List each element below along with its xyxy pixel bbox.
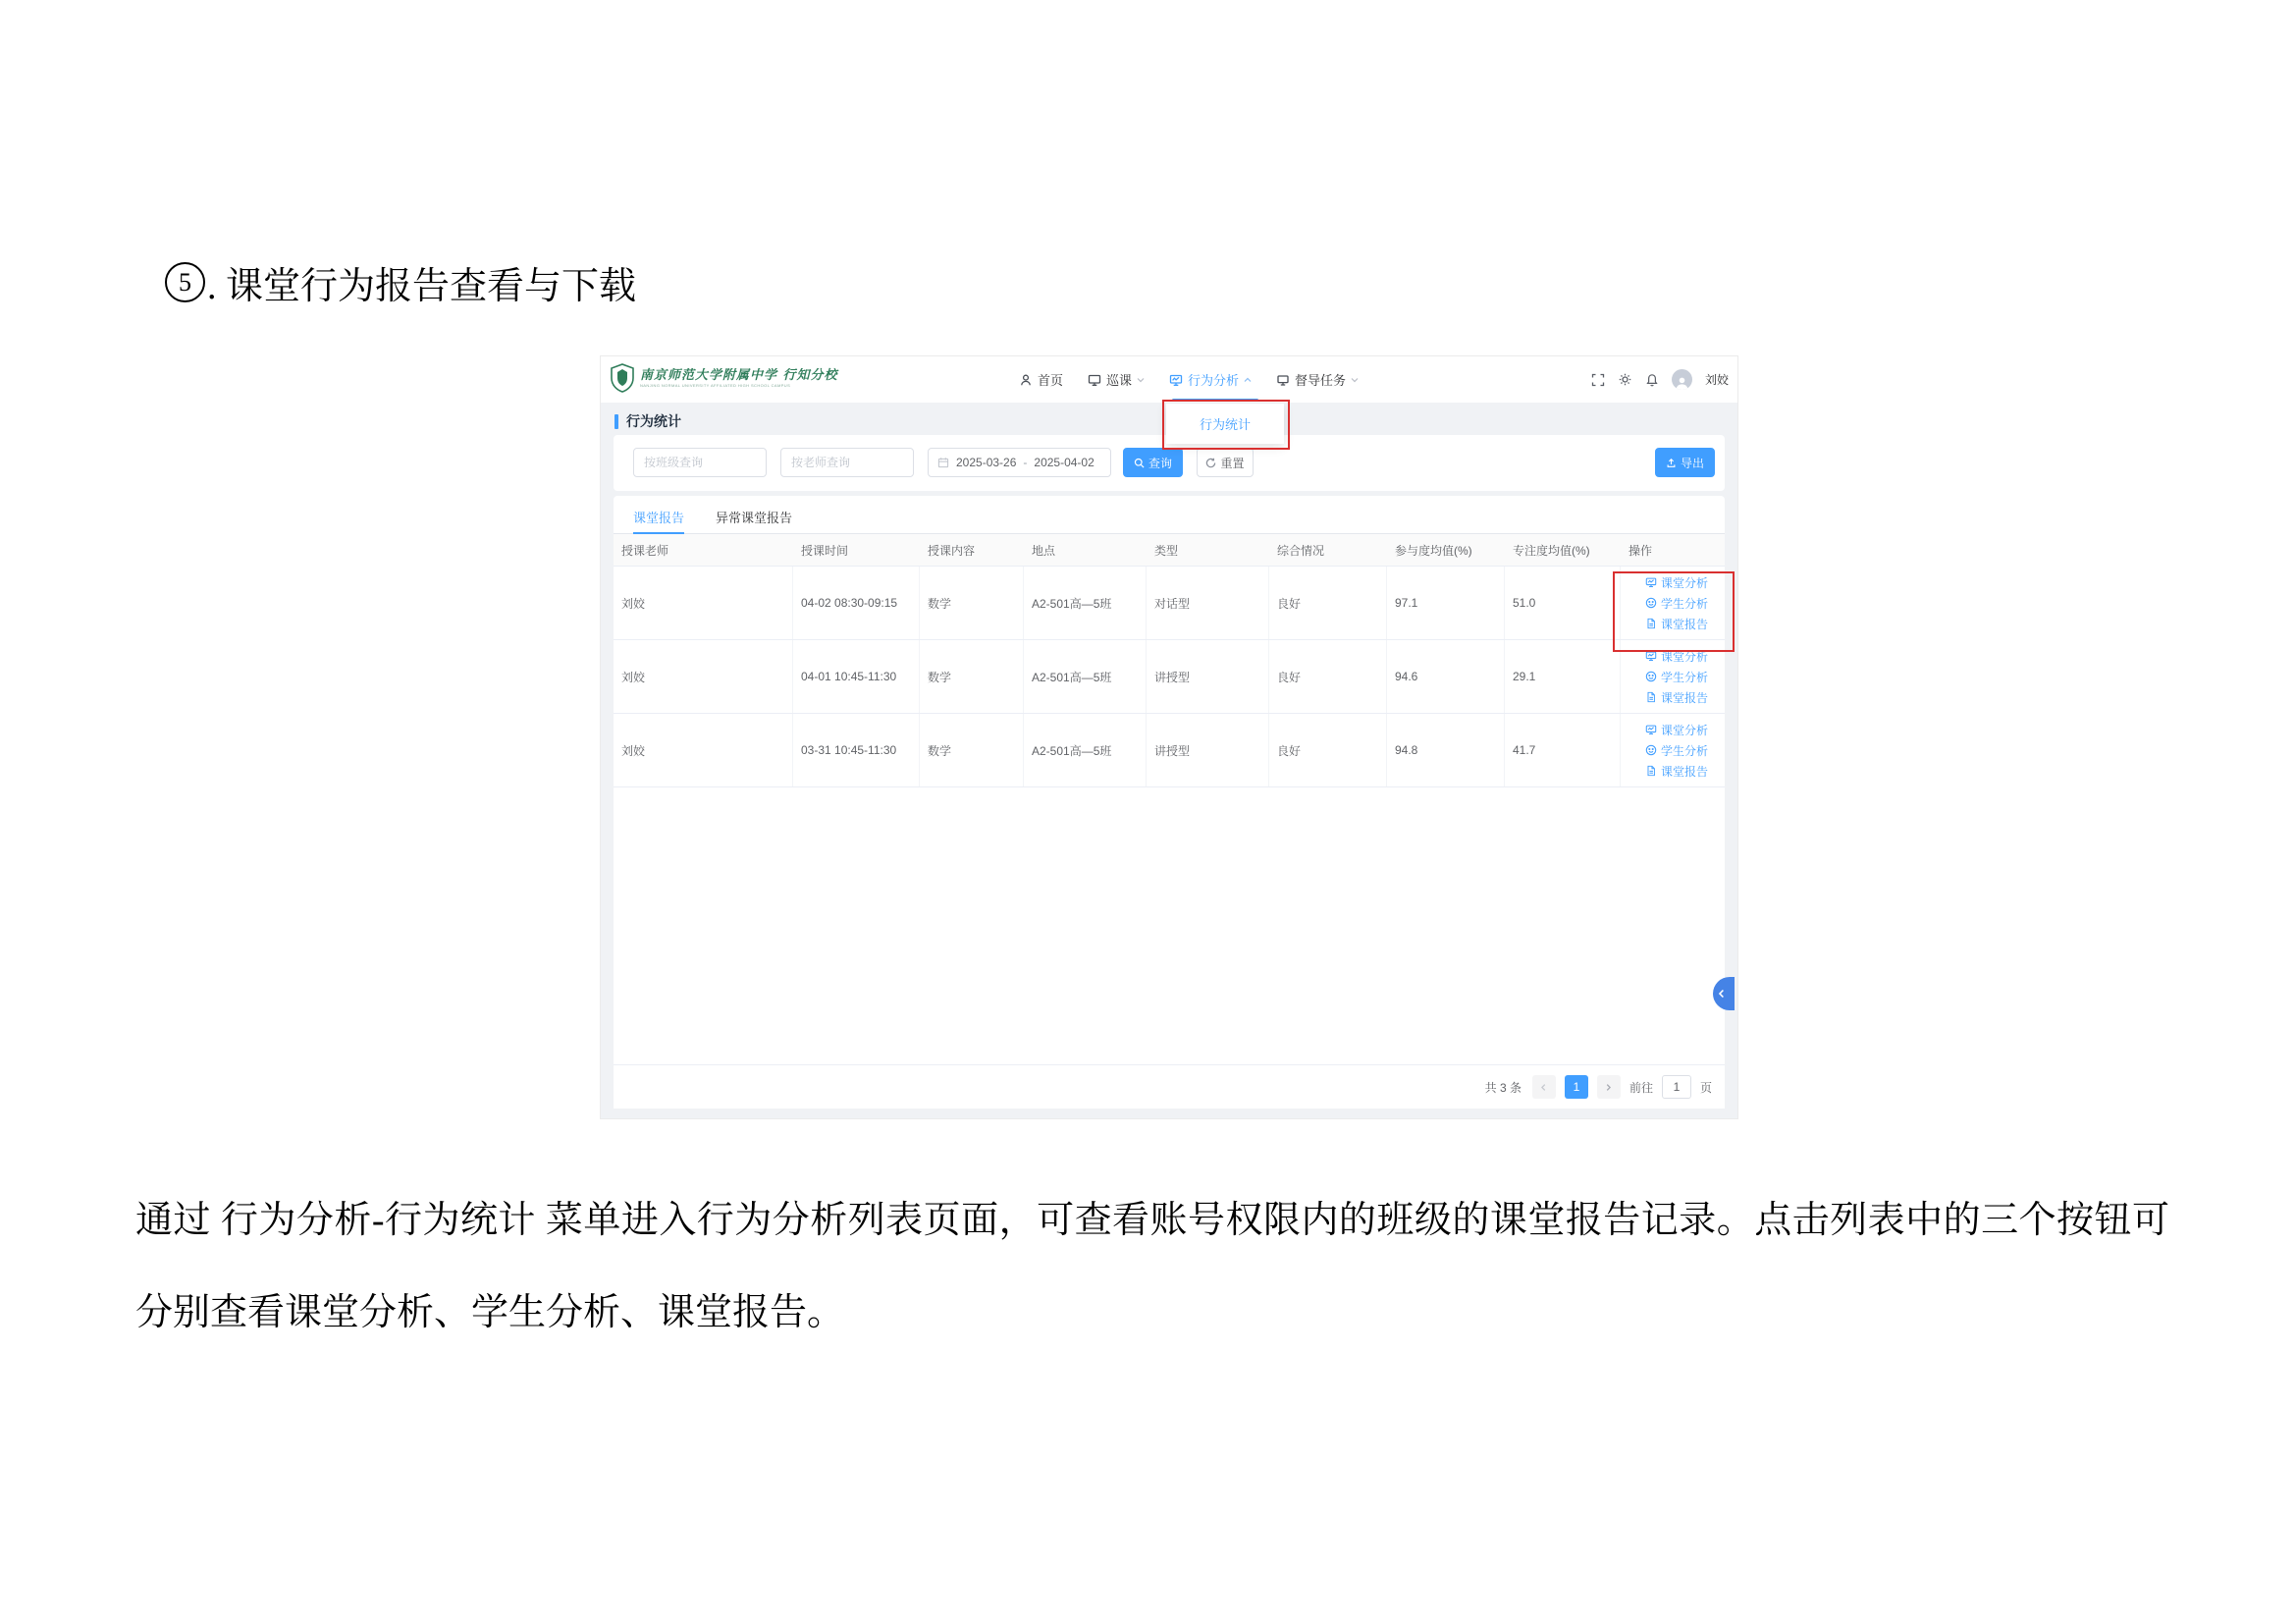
- date-end: 2025-04-02: [1034, 456, 1095, 469]
- col-overall: 综合情况: [1277, 543, 1325, 558]
- school-logo: [611, 363, 838, 393]
- school-name: 南京师范大学附属中学 行知分校: [640, 367, 838, 383]
- table-header-row: [614, 534, 1725, 567]
- student-analysis-link[interactable]: 学生分析: [1645, 595, 1708, 612]
- section-heading-text: . 课堂行为报告查看与下载: [207, 266, 637, 307]
- pagination-total: 共 3 条: [1484, 1080, 1522, 1095]
- col-location: 地点: [1032, 543, 1056, 558]
- current-page[interactable]: 1: [1565, 1075, 1588, 1099]
- nav-tour-label: 巡课: [1106, 373, 1133, 388]
- student-analysis-link[interactable]: 学生分析: [1645, 669, 1708, 685]
- section-heading: [165, 255, 636, 309]
- school-crest-icon: [611, 363, 634, 393]
- class-report-link[interactable]: 课堂报告: [1645, 689, 1708, 706]
- class-search-input[interactable]: [633, 448, 767, 477]
- student-analysis-link[interactable]: 学生分析: [1645, 742, 1708, 759]
- date-start: 2025-03-26: [956, 456, 1017, 469]
- body-paragraph: 通过 行为分析-行为统计 菜单进入行为分析列表页面，可查看账号权限内的班级的课堂报告记录。点击列表中的三个按钮可分别查看课堂分析、学生分析、课堂报告。: [135, 1200, 2169, 1333]
- user-avatar[interactable]: [1672, 369, 1692, 390]
- analysis-monitor-icon: [1169, 373, 1183, 387]
- class-report-icon: [1645, 765, 1657, 777]
- chevron-left-icon: [1539, 1083, 1548, 1092]
- search-icon: [1134, 458, 1145, 468]
- class-report-icon: [1645, 618, 1657, 629]
- student-analysis-icon: [1645, 671, 1657, 682]
- notification-bell-icon[interactable]: [1645, 373, 1659, 387]
- fullscreen-icon[interactable]: [1591, 373, 1605, 387]
- title-accent-bar: [614, 414, 618, 429]
- date-separator: -: [1023, 456, 1028, 469]
- table-row: 刘姣 04-01 10:45-11:30 数学 A2-501高—5班 讲授型 良好 94.6 29.1 课堂分析 学生分析 课堂报告: [614, 640, 1725, 714]
- nav-home-label: 首页: [1038, 373, 1064, 388]
- nav-item-home[interactable]: [1019, 370, 1063, 389]
- class-analysis-icon: [1645, 650, 1657, 662]
- export-button-label: 导出: [1680, 456, 1704, 470]
- class-report-link[interactable]: 课堂报告: [1645, 616, 1708, 632]
- student-analysis-icon: [1645, 597, 1657, 609]
- col-content: 授课内容: [928, 543, 976, 558]
- prev-page-button[interactable]: [1532, 1075, 1556, 1099]
- export-button[interactable]: [1655, 448, 1715, 477]
- page-title: [614, 411, 681, 431]
- col-participation: 参与度均值(%): [1395, 543, 1472, 558]
- active-nav-underline: [1172, 399, 1258, 402]
- tab-classroom-report[interactable]: 课堂报告: [633, 510, 685, 525]
- col-focus: 专注度均值(%): [1513, 543, 1590, 558]
- refresh-icon: [1205, 458, 1216, 468]
- nav-behavior-label: 行为分析: [1188, 373, 1240, 388]
- header-actions: [1591, 356, 1729, 403]
- query-button-label: 查询: [1148, 456, 1172, 470]
- query-button[interactable]: [1123, 448, 1183, 477]
- nav-item-supervision[interactable]: [1276, 370, 1359, 389]
- display-icon: [1276, 373, 1290, 387]
- nav-item-behavior-analysis[interactable]: [1169, 370, 1252, 389]
- goto-page-input[interactable]: [1662, 1075, 1691, 1099]
- date-range-picker[interactable]: [928, 448, 1111, 477]
- reset-button-label: 重置: [1220, 456, 1245, 470]
- class-analysis-icon: [1645, 724, 1657, 735]
- nav-supervision-label: 督导任务: [1295, 373, 1347, 388]
- user-icon: [1019, 373, 1033, 387]
- app-header: [601, 356, 1737, 403]
- table-row: 刘姣 04-02 08:30-09:15 数学 A2-501高—5班 对话型 良好 97.1 51.0 课堂分析 学生分析 课堂报告: [614, 567, 1725, 640]
- class-analysis-link[interactable]: 课堂分析: [1645, 722, 1708, 738]
- settings-gear-icon[interactable]: [1618, 372, 1632, 387]
- class-report-link[interactable]: 课堂报告: [1645, 763, 1708, 780]
- class-analysis-icon: [1645, 576, 1657, 588]
- chevron-down-icon: [1351, 377, 1359, 383]
- monitor-icon: [1088, 373, 1101, 387]
- class-analysis-link[interactable]: 课堂分析: [1645, 648, 1708, 665]
- nav-item-tour[interactable]: [1088, 370, 1145, 389]
- main-nav: [1019, 356, 1383, 403]
- username[interactable]: 刘姣: [1704, 373, 1729, 387]
- chevron-left-icon: [1717, 989, 1727, 999]
- report-tabs: [633, 501, 792, 532]
- student-analysis-icon: [1645, 744, 1657, 756]
- table-row: 刘姣 03-31 10:45-11:30 数学 A2-501高—5班 讲授型 良好 94.8 41.7 课堂分析 学生分析 课堂报告: [614, 714, 1725, 787]
- page-title-text: 行为统计: [626, 413, 681, 429]
- goto-label: 前往: [1629, 1080, 1653, 1095]
- school-name-en: NANJING NORMAL UNIVERSITY AFFILIATED HIGH SCHOOL CAMPUS: [640, 382, 791, 388]
- next-page-button[interactable]: [1597, 1075, 1621, 1099]
- class-report-icon: [1645, 691, 1657, 703]
- chevron-up-icon: [1244, 377, 1252, 383]
- col-actions: 操作: [1629, 543, 1653, 558]
- report-table-card: [614, 496, 1725, 1109]
- app-screenshot: [600, 355, 1738, 1119]
- reset-button[interactable]: [1197, 448, 1254, 477]
- tab-abnormal-report[interactable]: 异常课堂报告: [716, 510, 793, 525]
- chevron-down-icon: [1137, 377, 1145, 383]
- export-icon: [1666, 458, 1677, 468]
- col-type: 类型: [1154, 543, 1179, 558]
- teacher-search-input[interactable]: [780, 448, 914, 477]
- col-teacher: 授课老师: [621, 543, 669, 558]
- class-analysis-link[interactable]: 课堂分析: [1645, 574, 1708, 591]
- page-unit-label: 页: [1699, 1080, 1712, 1095]
- behavior-stats-label: 行为统计: [1199, 417, 1251, 432]
- calendar-icon: [937, 457, 949, 468]
- col-time: 授课时间: [801, 543, 849, 558]
- circled-number: 5: [165, 262, 205, 302]
- pagination: [614, 1064, 1725, 1109]
- menu-item-behavior-stats[interactable]: [1166, 404, 1284, 444]
- chevron-right-icon: [1604, 1083, 1613, 1092]
